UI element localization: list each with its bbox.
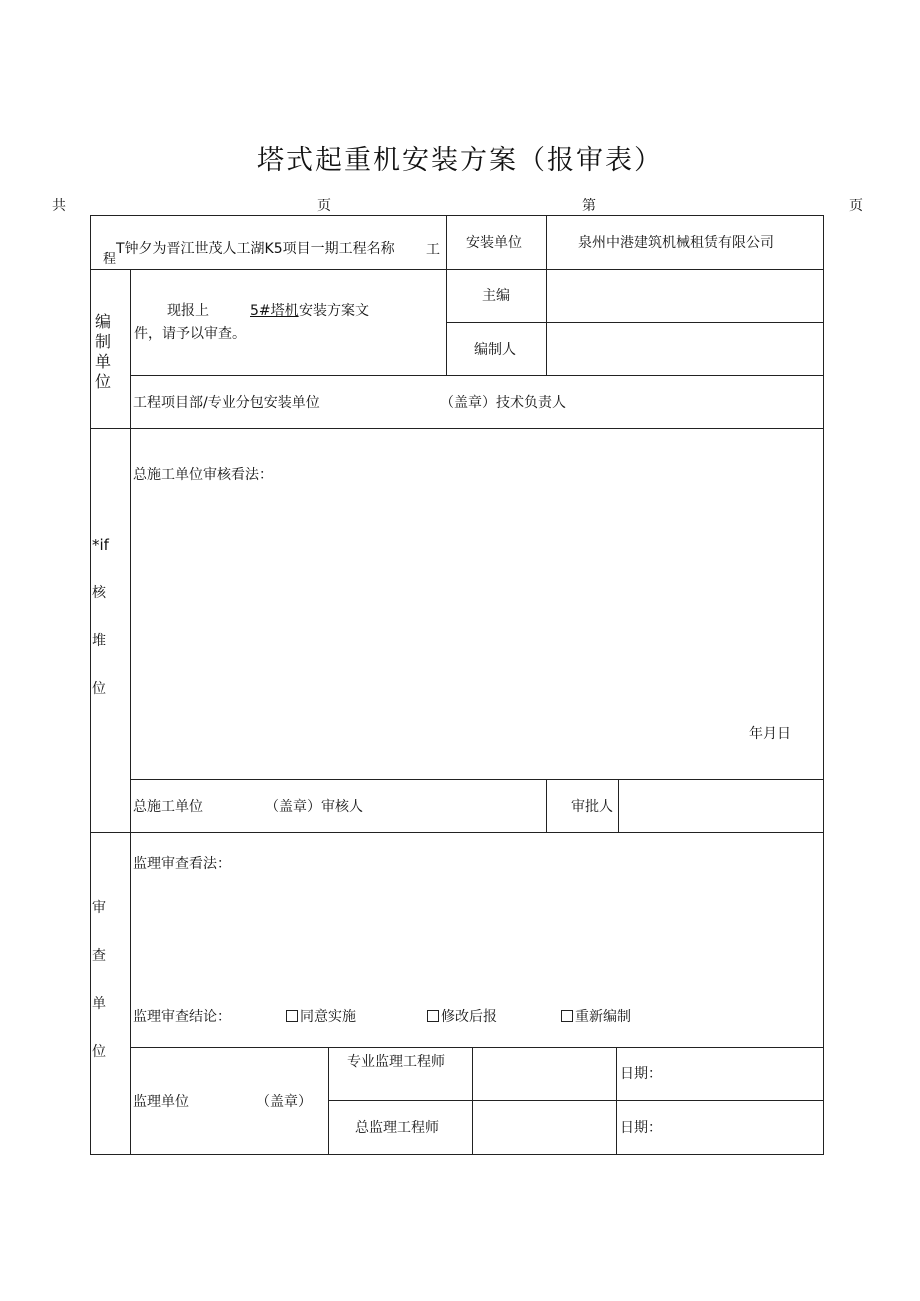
supervise-side-label-1: 审 (92, 900, 106, 916)
page-total-label: 共 (52, 198, 66, 214)
date-label-2: 日期： (620, 1120, 662, 1136)
install-unit-value: 泉州中港建筑机械租赁有限公司 (578, 235, 774, 251)
supervise-conclusion-label: 监理审查结论： (133, 1009, 231, 1025)
approver-label: 审批人 (571, 799, 613, 815)
review-footer-seal: （盖章）审核人 (265, 799, 363, 815)
grid-line (90, 832, 824, 833)
grid-line (446, 215, 447, 376)
grid-line (446, 322, 824, 323)
grid-line (328, 1100, 824, 1101)
project-name-suffix-2: 程 (103, 252, 117, 267)
review-side-label-3: 堆 (92, 633, 106, 649)
supervise-side-label-2: 查 (92, 948, 106, 964)
grid-line (546, 779, 547, 833)
page-unit-label-2: 页 (849, 198, 863, 214)
chief-editor-label: 主编 (482, 288, 510, 304)
review-side-label-2: 核 (92, 585, 106, 601)
compile-text-line2: 件，请予以审查。 (134, 326, 246, 342)
review-date-label: 年月日 (749, 726, 791, 742)
grid-line (90, 269, 824, 270)
supervise-side-label-3: 单 (92, 996, 106, 1012)
review-side-label-4: 位 (92, 681, 106, 697)
recompile-label: 重新编制 (575, 1009, 631, 1025)
approve-label: 同意实施 (300, 1009, 356, 1025)
compile-text-part1: 现报上 (167, 303, 209, 319)
supervise-opinion-label: 监理审查看法： (133, 856, 231, 872)
install-unit-label: 安装单位 (466, 235, 522, 251)
editor-label: 编制人 (474, 342, 516, 358)
review-side-label-1: *if (92, 536, 109, 554)
supervise-side-label-4: 位 (92, 1044, 106, 1060)
compile-footer-seal: （盖章）技术负责人 (440, 395, 566, 411)
supervise-seal-label: （盖章） (256, 1094, 312, 1110)
compile-text-highlight: 5#塔机 (250, 303, 299, 319)
compile-text-part2: 安装方案文 (299, 303, 369, 319)
option-approve[interactable] (286, 1009, 356, 1025)
specialist-engineer-label: 专业监理工程师 (347, 1054, 445, 1070)
recompile-checkbox[interactable] (561, 1010, 573, 1022)
grid-line (546, 215, 547, 376)
page-nth-label: 第 (582, 198, 596, 214)
grid-line (90, 428, 824, 429)
approve-checkbox[interactable] (286, 1010, 298, 1022)
grid-line (130, 375, 824, 376)
review-opinion-label: 总施工单位审核看法： (133, 467, 273, 483)
grid-line (90, 1154, 824, 1155)
grid-line (130, 1047, 824, 1048)
revise-label: 修改后报 (441, 1009, 497, 1025)
grid-line (618, 779, 619, 833)
grid-line (90, 215, 824, 216)
revise-checkbox[interactable] (427, 1010, 439, 1022)
compile-side-label: 编制单位 (94, 312, 111, 391)
compile-footer-unit: 工程项目部/专业分包安装单位 (133, 395, 320, 411)
project-name-suffix: 工 (426, 242, 440, 258)
grid-line (328, 1047, 329, 1155)
grid-line (472, 1047, 473, 1155)
grid-line (90, 215, 91, 1155)
grid-line (130, 779, 824, 780)
review-footer-unit: 总施工单位 (133, 799, 203, 815)
page-unit-label: 页 (317, 198, 331, 214)
supervise-unit-label: 监理单位 (133, 1094, 189, 1110)
chief-engineer-label: 总监理工程师 (355, 1120, 439, 1136)
grid-line (823, 215, 824, 1155)
grid-line (616, 1047, 617, 1155)
option-recompile[interactable] (561, 1009, 631, 1025)
date-label-1: 日期： (620, 1066, 662, 1082)
project-name: T钟夕为晋江世茂人工湖K5项目一期工程名称 (116, 241, 395, 257)
grid-line (130, 269, 131, 1155)
option-revise[interactable] (427, 1009, 497, 1025)
page-title: 塔式起重机安装方案（报审表） (257, 145, 663, 176)
